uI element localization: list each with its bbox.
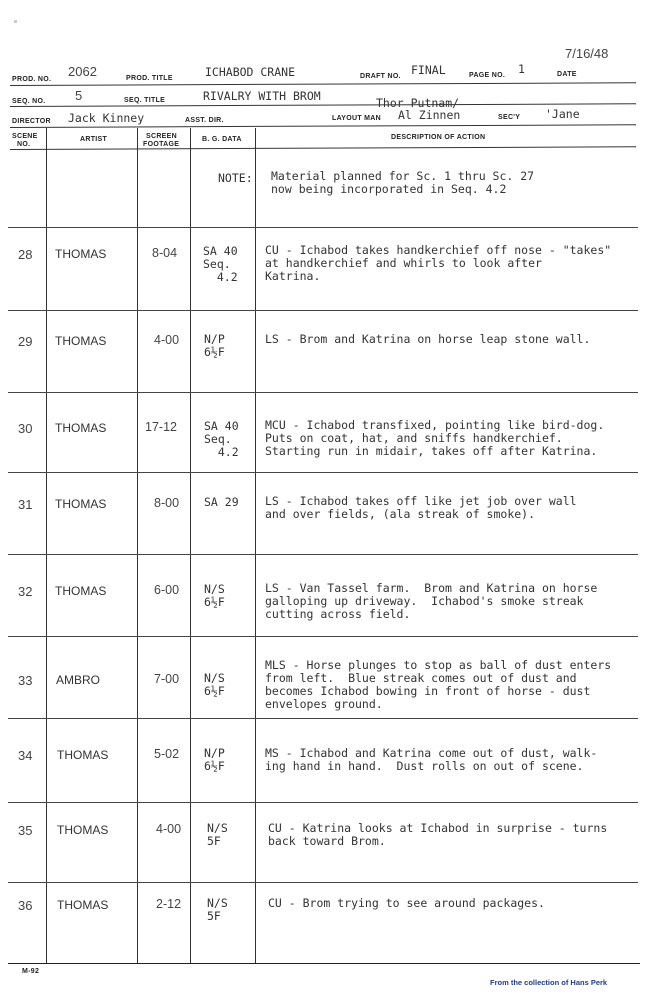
scene-number: 32 [18,584,33,599]
screen-footage: 7-00 [154,672,180,686]
secy-value: 'Jane [545,107,580,121]
scene-number: 36 [18,898,33,913]
col-rule-1 [46,128,47,964]
screen-footage: 4-00 [156,822,182,836]
col-desc-label: DESCRIPTION OF ACTION [391,134,486,141]
prod-title-label: PROD. TITLE [126,75,173,82]
action-description: LS - Brom and Katrina on horse leap stone wall. [265,332,591,346]
scene-number: 30 [18,421,33,436]
row-separator [8,718,638,719]
col-rule-2 [137,128,138,964]
artist-name: THOMAS [55,334,107,348]
artist-name: THOMAS [57,898,109,912]
director-label: DIRECTOR [12,118,51,125]
row-separator [8,554,638,555]
col-footage-label-1: SCREEN [146,133,177,140]
scene-number: 34 [18,748,33,763]
note-text: Material planned for Sc. 1 thru Sc. 27 now being incorporated in Seq. 4.2 [271,169,535,196]
row-separator [8,227,638,228]
bg-data: N/S 5F [207,896,228,923]
screen-footage: 8-00 [154,496,180,510]
screen-footage: 8-04 [152,246,178,260]
action-description: LS - Ichabod takes off like jet job over wall and over fields, (ala streak of smoke). [265,494,577,521]
artist-name: AMBRO [56,673,101,687]
seq-title-label: SEQ. TITLE [124,97,166,104]
page-no-label: PAGE NO. [469,72,506,79]
screen-footage: 17-12 [145,420,177,434]
date-value: 7/16/48 [565,46,609,61]
action-description: CU - Katrina looks at Ichabod in surprise - turns back toward Brom. [268,821,608,848]
bg-data: SA 29 [204,495,239,509]
draft-no-value: FINAL [411,63,446,77]
scene-number: 31 [18,497,33,512]
date-label: DATE [557,71,577,78]
layout-man-value-2: Al Zinnen [398,108,461,122]
action-description: MLS - Horse plunges to stop as ball of dust enters from left. Blue streak comes out of dust and becomes Ichabod bowing in front of horse - dust envelopes ground. [265,658,612,711]
col-bg-label: B. G. DATA [202,136,242,143]
row-separator [8,392,638,393]
paper-mark [14,20,17,23]
note-label: NOTE: [218,171,253,185]
bg-data: N/S 6½F [204,582,225,609]
scene-number: 28 [18,247,33,262]
artist-name: THOMAS [57,823,109,837]
row-separator [8,310,638,311]
draft-no-label: DRAFT NO. [360,73,401,80]
row-separator [8,882,638,883]
bg-data: N/P 6½F [204,746,225,773]
bg-data: N/S 6½F [204,671,225,698]
director-value: Jack Kinney [68,111,145,125]
col-footage-label-2: FOOTAGE [143,141,180,148]
artist-name: THOMAS [55,421,107,435]
bg-data: SA 40 Seq. 4.2 [204,419,239,459]
column-header-line [10,146,636,150]
scene-number: 33 [18,673,33,688]
prod-title-value: ICHABOD CRANE [205,65,296,79]
artist-name: THOMAS [55,584,107,598]
action-description: CU - Brom trying to see around packages. [268,896,545,910]
col-rule-4 [255,128,256,964]
artist-name: THOMAS [55,497,107,511]
scene-number: 29 [18,334,33,349]
header-line-1 [10,82,636,86]
asst-dir-label: ASST. DIR. [185,117,224,124]
col-scene-no-label: NO. [17,141,31,148]
seq-no-label: SEQ. NO. [12,98,46,105]
layout-man-value-1: Thor Putnam/ [376,96,460,110]
screen-footage: 6-00 [154,583,180,597]
action-description: MS - Ichabod and Katrina come out of dust, walk- ing hand in hand. Dust rolls on out of scene. [265,746,598,773]
page-no-value: 1 [518,62,525,76]
secy-label: SEC'Y [498,114,521,121]
col-scene-label: SCENE [12,133,38,140]
row-separator [8,802,638,803]
prod-no-label: PROD. NO. [12,76,52,83]
screen-footage: 5-02 [154,747,180,761]
row-separator [8,472,638,473]
form-number: M-92 [22,968,40,975]
prod-no-value: 2062 [68,64,97,79]
row-separator [8,636,638,637]
screen-footage: 2-12 [156,897,182,911]
col-artist-label: ARTIST [80,136,108,143]
col-rule-3 [190,128,191,964]
layout-man-label: LAYOUT MAN [332,115,382,122]
bg-data: N/S 5F [207,821,228,848]
screen-footage: 4-00 [154,333,180,347]
collection-credit: From the collection of Hans Perk [490,978,608,987]
artist-name: THOMAS [55,247,107,261]
bg-data: SA 40 Seq. 4.2 [203,244,238,284]
header-line-2 [10,103,636,107]
bg-data: N/P 6½F [204,332,225,359]
seq-title-value: RIVALRY WITH BROM [203,89,321,103]
seq-no-value: 5 [75,88,83,103]
action-description: MCU - Ichabod transfixed, pointing like bird-dog. Puts on coat, hat, and sniffs handkerchief. Starting run in midair, takes off after Katrina. [265,418,605,458]
artist-name: THOMAS [57,748,109,762]
scene-number: 35 [18,823,33,838]
action-description: CU - Ichabod takes handkerchief off nose - "takes" at handkerchief and whirls to look after Katrina. [265,243,612,283]
action-description: LS - Van Tassel farm. Brom and Katrina on horse galloping up driveway. Ichabod's smoke streak cutting across field. [265,581,598,621]
table-bottom-line [8,963,640,964]
